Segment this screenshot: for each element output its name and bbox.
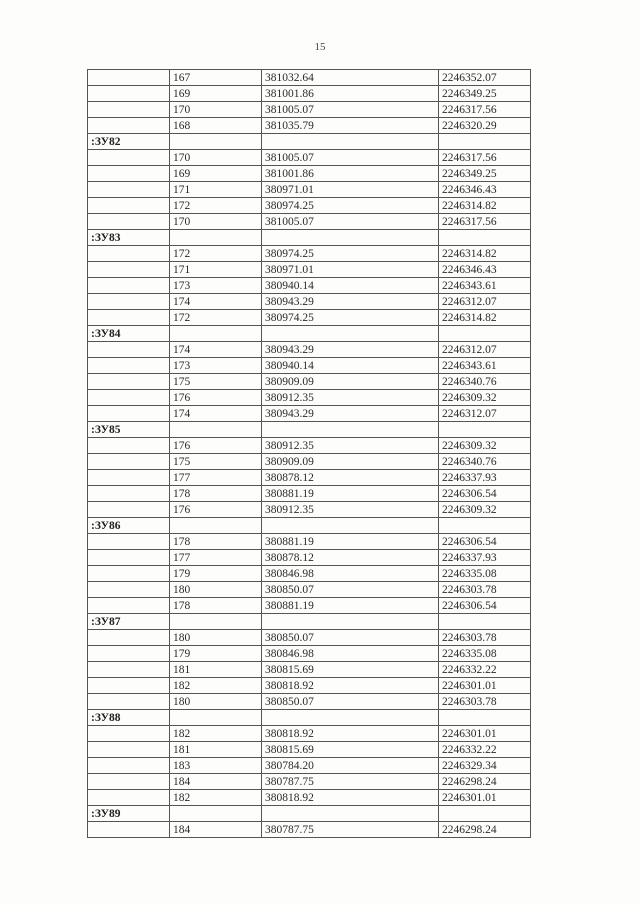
point-number-cell: 169 xyxy=(170,166,262,182)
table-row xyxy=(88,374,531,390)
empty-cell xyxy=(88,390,170,406)
table-row xyxy=(88,534,531,550)
y-coordinate-cell: 2246335.08 xyxy=(439,646,531,662)
table-row xyxy=(88,358,531,374)
empty-cell xyxy=(88,182,170,198)
x-coordinate-cell: 380909.09 xyxy=(262,454,439,470)
table-row xyxy=(88,598,531,614)
coordinates-table xyxy=(87,69,531,838)
table-row xyxy=(88,150,531,166)
section-label: :ЗУ82 xyxy=(88,134,170,150)
y-coordinate-cell: 2246314.82 xyxy=(439,310,531,326)
empty-cell xyxy=(88,358,170,374)
empty-cell xyxy=(88,550,170,566)
empty-cell xyxy=(88,118,170,134)
table-row xyxy=(88,246,531,262)
point-number-cell: 176 xyxy=(170,438,262,454)
y-coordinate-cell: 2246303.78 xyxy=(439,630,531,646)
point-number-cell: 174 xyxy=(170,294,262,310)
table-row xyxy=(88,694,531,710)
point-number-cell: 169 xyxy=(170,86,262,102)
point-number-cell: 174 xyxy=(170,342,262,358)
empty-cell xyxy=(88,790,170,806)
y-coordinate-cell: 2246337.93 xyxy=(439,470,531,486)
table-row xyxy=(88,118,531,134)
table-row xyxy=(88,678,531,694)
empty-cell xyxy=(88,582,170,598)
y-coordinate-cell: 2246340.76 xyxy=(439,374,531,390)
x-coordinate-cell: 380878.12 xyxy=(262,470,439,486)
empty-cell xyxy=(88,438,170,454)
empty-cell xyxy=(88,774,170,790)
empty-cell xyxy=(170,518,262,534)
y-coordinate-cell: 2246343.61 xyxy=(439,358,531,374)
table-row xyxy=(88,390,531,406)
x-coordinate-cell: 380818.92 xyxy=(262,790,439,806)
y-coordinate-cell: 2246335.08 xyxy=(439,566,531,582)
empty-cell xyxy=(88,726,170,742)
y-coordinate-cell: 2246332.22 xyxy=(439,742,531,758)
table-row xyxy=(88,182,531,198)
y-coordinate-cell: 2246312.07 xyxy=(439,342,531,358)
table-row xyxy=(88,630,531,646)
y-coordinate-cell: 2246298.24 xyxy=(439,822,531,838)
empty-cell xyxy=(170,326,262,342)
empty-cell xyxy=(170,422,262,438)
table-row xyxy=(88,438,531,454)
y-coordinate-cell: 2246314.82 xyxy=(439,246,531,262)
y-coordinate-cell: 2246301.01 xyxy=(439,790,531,806)
empty-cell xyxy=(88,150,170,166)
x-coordinate-cell: 380815.69 xyxy=(262,742,439,758)
empty-cell xyxy=(170,230,262,246)
table-row xyxy=(88,502,531,518)
empty-cell xyxy=(262,614,439,630)
table-row xyxy=(88,790,531,806)
table-row xyxy=(88,646,531,662)
empty-cell xyxy=(262,518,439,534)
empty-cell xyxy=(262,230,439,246)
empty-cell xyxy=(88,454,170,470)
table-row xyxy=(88,726,531,742)
empty-cell xyxy=(439,422,531,438)
empty-cell xyxy=(262,134,439,150)
page-number: 15 xyxy=(314,41,326,53)
x-coordinate-cell: 380971.01 xyxy=(262,182,439,198)
point-number-cell: 177 xyxy=(170,470,262,486)
y-coordinate-cell: 2246332.22 xyxy=(439,662,531,678)
empty-cell xyxy=(170,806,262,822)
point-number-cell: 171 xyxy=(170,182,262,198)
empty-cell xyxy=(88,262,170,278)
x-coordinate-cell: 380850.07 xyxy=(262,630,439,646)
section-header-row xyxy=(88,134,531,150)
point-number-cell: 177 xyxy=(170,550,262,566)
y-coordinate-cell: 2246309.32 xyxy=(439,438,531,454)
section-header-row xyxy=(88,710,531,726)
section-header-row xyxy=(88,230,531,246)
empty-cell xyxy=(88,278,170,294)
x-coordinate-cell: 380912.35 xyxy=(262,390,439,406)
y-coordinate-cell: 2246309.32 xyxy=(439,502,531,518)
y-coordinate-cell: 2246349.25 xyxy=(439,166,531,182)
point-number-cell: 171 xyxy=(170,262,262,278)
empty-cell xyxy=(262,710,439,726)
point-number-cell: 170 xyxy=(170,102,262,118)
table-row xyxy=(88,406,531,422)
empty-cell xyxy=(88,694,170,710)
empty-cell xyxy=(88,742,170,758)
y-coordinate-cell: 2246306.54 xyxy=(439,598,531,614)
y-coordinate-cell: 2246312.07 xyxy=(439,294,531,310)
point-number-cell: 180 xyxy=(170,630,262,646)
point-number-cell: 173 xyxy=(170,278,262,294)
x-coordinate-cell: 380818.92 xyxy=(262,726,439,742)
point-number-cell: 167 xyxy=(170,70,262,86)
y-coordinate-cell: 2246349.25 xyxy=(439,86,531,102)
y-coordinate-cell: 2246301.01 xyxy=(439,726,531,742)
point-number-cell: 181 xyxy=(170,742,262,758)
table-row xyxy=(88,166,531,182)
point-number-cell: 170 xyxy=(170,214,262,230)
table-row xyxy=(88,262,531,278)
section-header-row xyxy=(88,326,531,342)
empty-cell xyxy=(88,534,170,550)
x-coordinate-cell: 380912.35 xyxy=(262,438,439,454)
section-label: :ЗУ84 xyxy=(88,326,170,342)
y-coordinate-cell: 2246317.56 xyxy=(439,102,531,118)
empty-cell xyxy=(88,646,170,662)
x-coordinate-cell: 380943.29 xyxy=(262,294,439,310)
y-coordinate-cell: 2246346.43 xyxy=(439,182,531,198)
x-coordinate-cell: 380881.19 xyxy=(262,486,439,502)
empty-cell xyxy=(88,198,170,214)
y-coordinate-cell: 2246309.32 xyxy=(439,390,531,406)
empty-cell xyxy=(262,422,439,438)
point-number-cell: 179 xyxy=(170,566,262,582)
table-row xyxy=(88,774,531,790)
x-coordinate-cell: 380818.92 xyxy=(262,678,439,694)
point-number-cell: 184 xyxy=(170,774,262,790)
table-row xyxy=(88,582,531,598)
point-number-cell: 178 xyxy=(170,486,262,502)
section-header-row xyxy=(88,614,531,630)
y-coordinate-cell: 2246298.24 xyxy=(439,774,531,790)
empty-cell xyxy=(88,86,170,102)
section-label: :ЗУ89 xyxy=(88,806,170,822)
point-number-cell: 176 xyxy=(170,390,262,406)
x-coordinate-cell: 381001.86 xyxy=(262,86,439,102)
y-coordinate-cell: 2246320.29 xyxy=(439,118,531,134)
x-coordinate-cell: 380943.29 xyxy=(262,342,439,358)
section-label: :ЗУ86 xyxy=(88,518,170,534)
empty-cell xyxy=(88,294,170,310)
x-coordinate-cell: 380881.19 xyxy=(262,598,439,614)
empty-cell xyxy=(88,342,170,358)
table-row xyxy=(88,214,531,230)
y-coordinate-cell: 2246346.43 xyxy=(439,262,531,278)
point-number-cell: 168 xyxy=(170,118,262,134)
point-number-cell: 178 xyxy=(170,598,262,614)
table-row xyxy=(88,70,531,86)
empty-cell xyxy=(88,246,170,262)
point-number-cell: 180 xyxy=(170,694,262,710)
x-coordinate-cell: 380940.14 xyxy=(262,358,439,374)
y-coordinate-cell: 2246306.54 xyxy=(439,486,531,502)
section-header-row xyxy=(88,422,531,438)
x-coordinate-cell: 380846.98 xyxy=(262,566,439,582)
x-coordinate-cell: 380974.25 xyxy=(262,246,439,262)
section-label: :ЗУ88 xyxy=(88,710,170,726)
empty-cell xyxy=(88,166,170,182)
x-coordinate-cell: 381005.07 xyxy=(262,214,439,230)
empty-cell xyxy=(88,822,170,838)
y-coordinate-cell: 2246312.07 xyxy=(439,406,531,422)
empty-cell xyxy=(88,486,170,502)
table-row xyxy=(88,342,531,358)
table-row xyxy=(88,486,531,502)
x-coordinate-cell: 381005.07 xyxy=(262,102,439,118)
x-coordinate-cell: 380850.07 xyxy=(262,694,439,710)
y-coordinate-cell: 2246352.07 xyxy=(439,70,531,86)
x-coordinate-cell: 380787.75 xyxy=(262,774,439,790)
y-coordinate-cell: 2246306.54 xyxy=(439,534,531,550)
y-coordinate-cell: 2246317.56 xyxy=(439,214,531,230)
table-row xyxy=(88,310,531,326)
x-coordinate-cell: 380850.07 xyxy=(262,582,439,598)
table-row xyxy=(88,102,531,118)
point-number-cell: 179 xyxy=(170,646,262,662)
y-coordinate-cell: 2246343.61 xyxy=(439,278,531,294)
y-coordinate-cell: 2246340.76 xyxy=(439,454,531,470)
empty-cell xyxy=(88,406,170,422)
x-coordinate-cell: 380815.69 xyxy=(262,662,439,678)
point-number-cell: 182 xyxy=(170,678,262,694)
empty-cell xyxy=(170,710,262,726)
empty-cell xyxy=(88,214,170,230)
empty-cell xyxy=(88,502,170,518)
y-coordinate-cell: 2246303.78 xyxy=(439,582,531,598)
x-coordinate-cell: 381001.86 xyxy=(262,166,439,182)
empty-cell xyxy=(88,470,170,486)
table-row xyxy=(88,454,531,470)
point-number-cell: 178 xyxy=(170,534,262,550)
table-row xyxy=(88,742,531,758)
table-row xyxy=(88,662,531,678)
empty-cell xyxy=(439,710,531,726)
y-coordinate-cell: 2246337.93 xyxy=(439,550,531,566)
x-coordinate-cell: 380784.20 xyxy=(262,758,439,774)
table-row xyxy=(88,822,531,838)
table-row xyxy=(88,550,531,566)
empty-cell xyxy=(88,598,170,614)
empty-cell xyxy=(439,134,531,150)
point-number-cell: 182 xyxy=(170,790,262,806)
empty-cell xyxy=(88,70,170,86)
empty-cell xyxy=(170,614,262,630)
point-number-cell: 172 xyxy=(170,246,262,262)
empty-cell xyxy=(88,678,170,694)
x-coordinate-cell: 381005.07 xyxy=(262,150,439,166)
section-label: :ЗУ85 xyxy=(88,422,170,438)
point-number-cell: 175 xyxy=(170,374,262,390)
point-number-cell: 180 xyxy=(170,582,262,598)
y-coordinate-cell: 2246301.01 xyxy=(439,678,531,694)
empty-cell xyxy=(88,310,170,326)
y-coordinate-cell: 2246317.56 xyxy=(439,150,531,166)
point-number-cell: 173 xyxy=(170,358,262,374)
empty-cell xyxy=(262,806,439,822)
point-number-cell: 182 xyxy=(170,726,262,742)
x-coordinate-cell: 380878.12 xyxy=(262,550,439,566)
empty-cell xyxy=(262,326,439,342)
empty-cell xyxy=(170,134,262,150)
x-coordinate-cell: 380909.09 xyxy=(262,374,439,390)
point-number-cell: 181 xyxy=(170,662,262,678)
empty-cell xyxy=(88,102,170,118)
empty-cell xyxy=(439,518,531,534)
x-coordinate-cell: 380974.25 xyxy=(262,198,439,214)
x-coordinate-cell: 380787.75 xyxy=(262,822,439,838)
section-label: :ЗУ87 xyxy=(88,614,170,630)
y-coordinate-cell: 2246329.34 xyxy=(439,758,531,774)
empty-cell xyxy=(88,374,170,390)
empty-cell xyxy=(88,630,170,646)
empty-cell xyxy=(439,614,531,630)
table-row xyxy=(88,294,531,310)
x-coordinate-cell: 380971.01 xyxy=(262,262,439,278)
table-row xyxy=(88,86,531,102)
x-coordinate-cell: 381035.79 xyxy=(262,118,439,134)
point-number-cell: 175 xyxy=(170,454,262,470)
empty-cell xyxy=(439,806,531,822)
empty-cell xyxy=(88,662,170,678)
point-number-cell: 176 xyxy=(170,502,262,518)
point-number-cell: 170 xyxy=(170,150,262,166)
point-number-cell: 172 xyxy=(170,310,262,326)
empty-cell xyxy=(439,326,531,342)
point-number-cell: 183 xyxy=(170,758,262,774)
table-row xyxy=(88,278,531,294)
table-row xyxy=(88,566,531,582)
section-header-row xyxy=(88,518,531,534)
table-row xyxy=(88,198,531,214)
empty-cell xyxy=(439,230,531,246)
y-coordinate-cell: 2246314.82 xyxy=(439,198,531,214)
empty-cell xyxy=(88,566,170,582)
x-coordinate-cell: 380912.35 xyxy=(262,502,439,518)
section-header-row xyxy=(88,806,531,822)
x-coordinate-cell: 380943.29 xyxy=(262,406,439,422)
point-number-cell: 174 xyxy=(170,406,262,422)
point-number-cell: 172 xyxy=(170,198,262,214)
point-number-cell: 184 xyxy=(170,822,262,838)
table-row xyxy=(88,470,531,486)
coordinates-table-body xyxy=(88,70,531,838)
x-coordinate-cell: 380940.14 xyxy=(262,278,439,294)
section-label: :ЗУ83 xyxy=(88,230,170,246)
x-coordinate-cell: 381032.64 xyxy=(262,70,439,86)
x-coordinate-cell: 380974.25 xyxy=(262,310,439,326)
x-coordinate-cell: 380846.98 xyxy=(262,646,439,662)
table-row xyxy=(88,758,531,774)
empty-cell xyxy=(88,758,170,774)
x-coordinate-cell: 380881.19 xyxy=(262,534,439,550)
y-coordinate-cell: 2246303.78 xyxy=(439,694,531,710)
